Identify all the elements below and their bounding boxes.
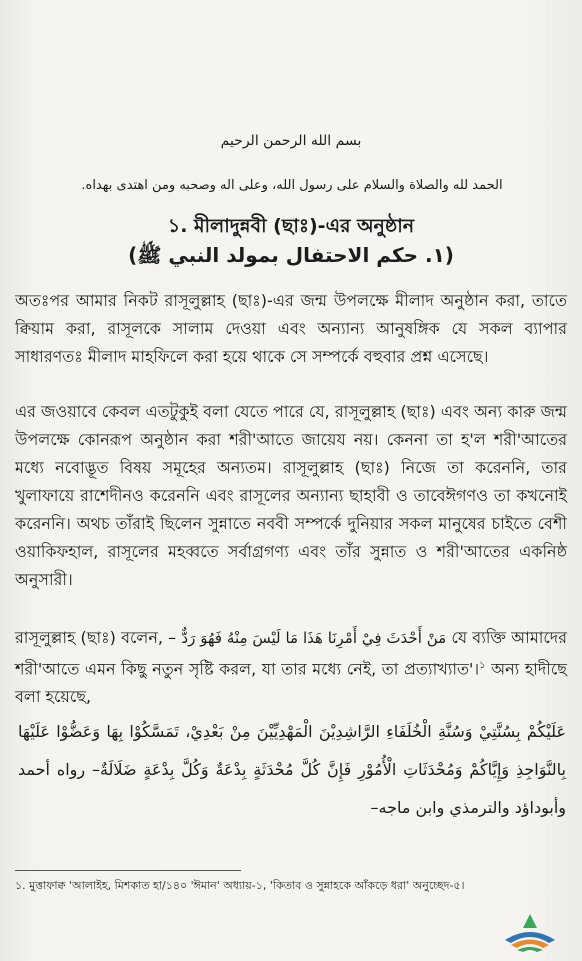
inline-arabic-quote: مَنْ أَحْدَثَ فِيْ أَمْرِنَا هَذَا مَا لَيْسَ مِنْهُ فَهُوَ رَدٌّ — [181, 629, 447, 647]
arabic-hadith: عَلَيْكُمْ بِسُنَّتِيْ وَسُنَّةِ الْخُلَفَاءِ الرَّاشِدِيْنَ الْمَهْدِيِّيْنَ مِنْ بَعْدِيْ، تَمَسَّكُوْا بِهَا وَعَضُّوْا عَلَيْهَا بِالنَّوَاجِذِ وَإِيَّاكُمْ وَمُحْدَثَاتِ الْأُمُوْرِ فَإِنَّ كُلَّ مُحْدَثَةٍ بِدْعَةٌ وَكُلَّ بِدْعَةٍ ضَلَالَةٌ– رواه أحمد وأبوداؤد والترمذي وابن ماجه– — [18, 722, 566, 817]
chapter-heading: ১. মীলাদুন্নবী (ছাঃ)-এর অনুষ্ঠান — [167, 215, 415, 237]
paragraph-3-end: যে ব্যক্তি আমাদের শরী'আতে এমন কিছু নতুন সৃষ্টি করল, যা তার মধ্যে নেই, তা প্রত্যাখ্যাত'। — [15, 628, 567, 679]
paragraph-3 — [15, 624, 567, 711]
chapter-heading-arabic: (١. حكم الاحتفال بمولد النبي ﷺ) — [128, 243, 454, 267]
publisher-logo-icon — [497, 910, 563, 954]
footnote: ১. মুত্তাফাক্ব 'আলাইহ, মিশকাত হা/১৪০ 'ঈমান' অধ্যায়-১, 'কিতাব ও সুন্নাহকে আঁকড়ে ধরা' অনুচ্ছেদ-৫। — [15, 879, 465, 892]
paragraph-2: এর জওয়াবে কেবল এতটুকুই বলা যেতে পারে যে, রাসূলুল্লাহ (ছাঃ) এবং অন্য কারু জন্ম উপলক্ষে কোনরূপ অনুষ্ঠান করা শরী'আতে জায়েয নয়। কেননা তা হ'ল শরী'আতের মধ্যে নবোদ্ভূত বিষয় সমূহের অন্যতম। রাসূলুল্লাহ (ছাঃ) নিজে তা করেননি, তার খুলাফায়ে রাশেদীনও করেননি এবং রাসূলের অন্যান্য ছাহাবী ও তাবেঈগণও তা কখনোই করেননি। অথচ তাঁরাই ছিলেন সুন্নাতে নববী সম্পর্কে দুনিয়ার সকল মানুষের চাইতে বেশী ওয়াকিফহাল, রাসূলের মহব্বতে সর্বাগ্রগণ্য এবং তাঁর সুন্নাত ও শরী'আতের একনিষ্ঠ অনুসারী। — [15, 402, 567, 589]
footnote-divider — [15, 870, 241, 871]
bismillah: بسم الله الرحمن الرحيم — [220, 133, 362, 149]
hamd-line: الحمد لله والصلاة والسلام على رسول الله، وعلى آله وصحبه ومن اهتدى بهداه. — [81, 178, 503, 193]
paragraph-3-start: রাসূলুল্লাহ (ছাঃ) বলেন, – — [15, 628, 177, 647]
paragraph-3-tail: অন্য হাদীছে বলা হয়েছে, — [15, 659, 568, 707]
paragraph-1: অতঃপর আমার নিকট রাসূলুল্লাহ (ছাঃ)-এর জন্ম উপলক্ষে মীলাদ অনুষ্ঠান করা, তাতে ক্বিয়াম করা, রাসূলকে সালাম দেওয়া এবং অন্যান্য আনুষঙ্গিক যে সকল ব্যাপার সাধারণতঃ মীলাদ মাহফিলে করা হয়ে থাকে সে সম্পর্কে বহুবার প্রশ্ন এসেছে। — [15, 291, 567, 366]
footnote-ref: ১ — [479, 660, 486, 671]
